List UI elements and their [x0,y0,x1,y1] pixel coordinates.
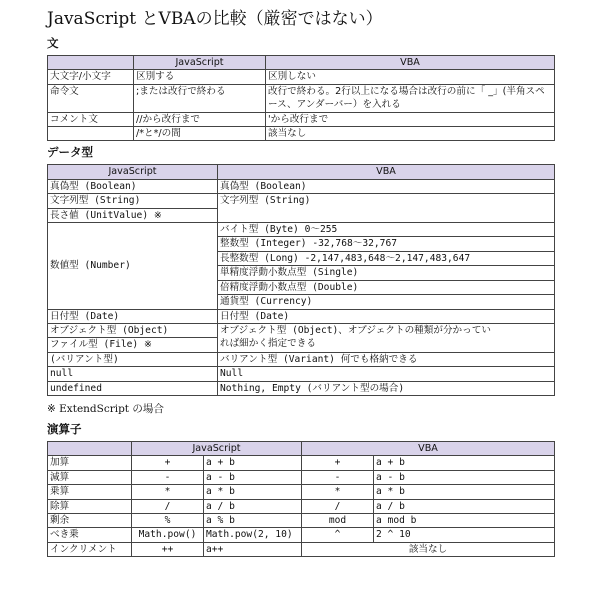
page-title: JavaScript とVBAの比較（厳密ではない） [47,9,383,29]
table-cell: 除算 [48,499,132,513]
table-cell: //から改行まで [134,112,266,126]
table-cell: 日付型 (Date) [218,309,555,323]
table-cell: 数値型 (Number) [48,223,218,309]
table-row [48,513,555,527]
table-cell: Math.pow(2, 10) [204,528,302,542]
table-cell: 真偽型 (Boolean) [218,179,555,193]
table-cell: ;または改行で終わる [134,84,266,112]
table-cell: Math.pow() [132,528,204,542]
table-cell: 区別する [134,70,266,84]
operators-table [47,441,555,557]
table-row [48,485,555,499]
table-row [48,70,555,84]
table-cell: 区別しない [266,70,555,84]
table-cell: ^ [302,528,374,542]
table-cell: 改行で終わる。2行以上になる場合は改行の前に「 _」(半角スペース、アンダーバー）を入れる [266,84,555,112]
object-description-line1: オブジェクト型 (Object)、オブジェクトの種類が分かってい [220,324,491,336]
footnote: ※ ExtendScript の場合 [47,402,164,415]
table-row [48,367,555,381]
statements-table [47,55,555,141]
table-row [48,112,555,126]
table-cell: 単精度浮動小数点型 (Single) [218,266,555,280]
table-row [48,84,555,112]
table-row [48,456,555,470]
table-cell: バイト型 (Byte) 0〜255 [218,223,555,237]
table-cell: 文字列型 (String) [48,194,218,208]
data-types-table [47,164,555,396]
table-cell: * [302,485,374,499]
table-cell: Nothing, Empty (バリアント型の場合) [218,381,555,395]
table-cell: ファイル型 (File) ※ [48,338,218,352]
table-row [48,309,555,323]
table-cell: オブジェクト型 (Object) [48,323,218,337]
header-cell: JavaScript [48,165,218,179]
table-cell: undefined [48,381,218,395]
table-cell: べき乗 [48,528,132,542]
table-cell: a + b [204,456,302,470]
table-row [48,194,555,208]
table-header-row [48,165,555,179]
table-row [48,542,555,556]
table-cell: 減算 [48,470,132,484]
table-cell: - [132,470,204,484]
table-row [48,127,555,141]
table-cell: a / b [374,499,555,513]
table-cell: インクリメント [48,542,132,556]
table-cell: % [132,513,204,527]
table-cell: 真偽型 (Boolean) [48,179,218,193]
section-heading-statements: 文 [47,36,59,50]
table-header-row [48,56,555,70]
table-cell: a * b [204,485,302,499]
table-cell: 大文字/小文字 [48,70,134,84]
table-cell: 該当なし [302,542,555,556]
table-cell: 長整数型 (Long) -2,147,483,648〜2,147,483,647 [218,251,555,265]
table-cell: 2 ^ 10 [374,528,555,542]
table-cell: a + b [374,456,555,470]
table-cell: / [132,499,204,513]
table-cell: 命令文 [48,84,134,112]
table-cell: mod [302,513,374,527]
table-cell: a % b [204,513,302,527]
table-row [48,528,555,542]
table-row [48,352,555,366]
table-row [48,499,555,513]
table-header-row [48,441,555,455]
header-cell: JavaScript [134,56,266,70]
table-cell: 剰余 [48,513,132,527]
table-row [48,223,555,237]
table-cell: 日付型 (Date) [48,309,218,323]
table-cell: a++ [204,542,302,556]
table-cell: / [302,499,374,513]
table-row [48,179,555,193]
table-cell: /*と*/の間 [134,127,266,141]
object-description-line2: れば細かく指定できる [220,338,316,350]
table-cell: (バリアント型) [48,352,218,366]
table-cell: 乗算 [48,485,132,499]
table-cell: + [302,456,374,470]
table-cell: a * b [374,485,555,499]
table-row [48,323,555,337]
table-cell: コメント文 [48,112,134,126]
header-cell: VBA [218,165,555,179]
table-cell: Null [218,367,555,381]
header-cell [48,56,134,70]
table-cell: + [132,456,204,470]
section-heading-data-types: データ型 [47,145,93,160]
table-cell: 倍精度浮動小数点型 (Double) [218,280,555,294]
table-cell: 文字列型 (String) [218,194,555,223]
table-cell: a - b [374,470,555,484]
section-heading-operators: 演算子 [47,421,82,436]
header-cell: VBA [302,441,555,455]
table-cell: 整数型 (Integer) -32,768〜32,767 [218,237,555,251]
table-cell: - [302,470,374,484]
table-cell: 長さ値 (UnitValue) ※ [48,208,218,222]
table-cell: a - b [204,470,302,484]
table-cell: 該当なし [266,127,555,141]
table-row [48,381,555,395]
header-cell: VBA [266,56,555,70]
table-cell: 通貨型 (Currency) [218,295,555,309]
header-cell: JavaScript [132,441,302,455]
table-cell: 'から改行まで [266,112,555,126]
table-cell: * [132,485,204,499]
table-cell: null [48,367,218,381]
table-cell: バリアント型 (Variant) 何でも格納できる [218,352,555,366]
table-row [48,470,555,484]
table-cell: a / b [204,499,302,513]
header-cell [48,441,132,455]
table-cell [48,127,134,141]
table-cell: a mod b [374,513,555,527]
table-cell [218,323,555,352]
table-cell: ++ [132,542,204,556]
table-cell: 加算 [48,456,132,470]
